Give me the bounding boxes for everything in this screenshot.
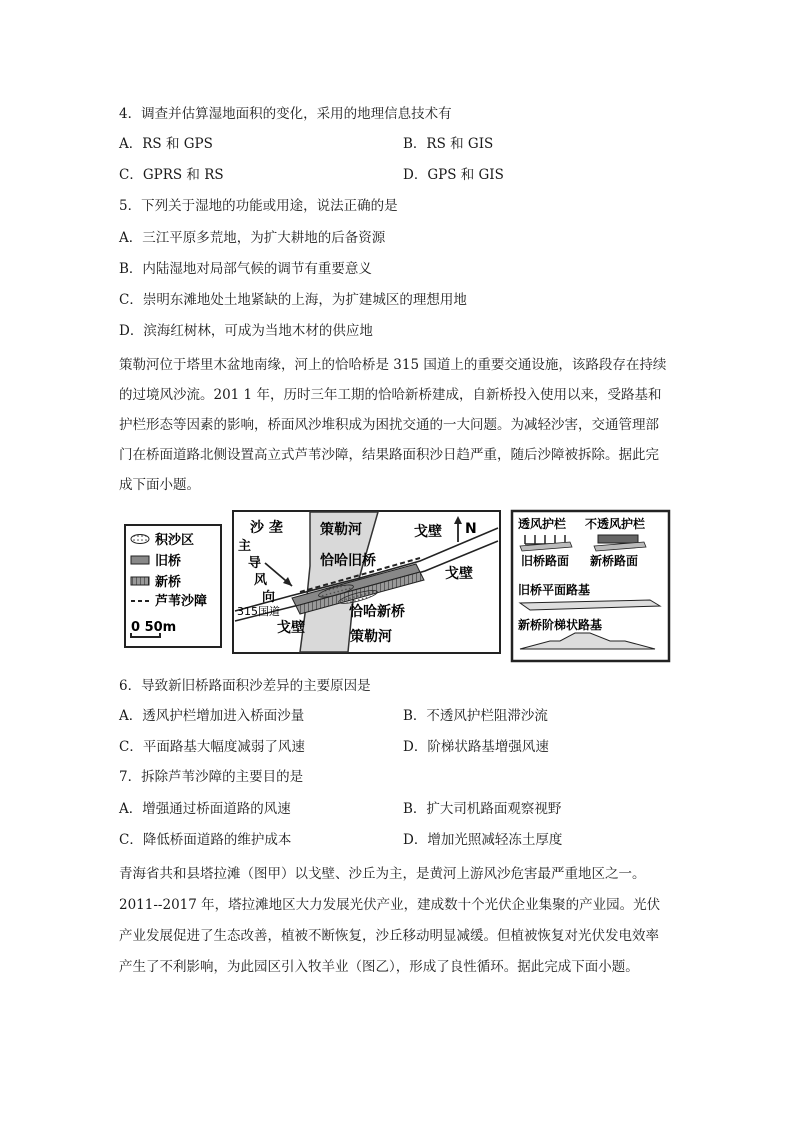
old-bridge-label: 恰哈旧桥: [320, 553, 376, 569]
q7-option-d: D．增加光照减轻冻土厚度: [403, 832, 563, 848]
passage-2-line: 青海省共和县塔拉滩（图甲）以戈壁、沙丘为主，是黄河上游风沙危害最严重地区之一。: [119, 866, 646, 882]
road-label: 315国道: [237, 605, 280, 618]
passage-1-line: 门在桥面道路北侧设置高立式芦苇沙障，结果路面积沙日趋严重，随后沙障被拆除。据此完: [119, 447, 659, 463]
passage-1-line: 的过境风沙流。201 1 年，历时三年工期的恰哈新桥建成，自新桥投入使用以来，受路基和: [119, 387, 662, 403]
q5-stem: 5．下列关于湿地的功能或用途，说法正确的是: [119, 198, 398, 214]
wind-label-4: 向: [262, 590, 276, 605]
gobi-label-3: 戈壁: [277, 620, 305, 636]
wind-label-1: 主: [238, 539, 252, 554]
legend-sand: 积沙区: [155, 533, 195, 548]
q4-option-c: C．GPRS 和 RS: [119, 167, 224, 183]
new-bridge-label: 恰哈新桥: [349, 604, 405, 620]
legend-new-bridge: 新桥: [155, 575, 182, 590]
q4-option-d: D．GPS 和 GIS: [403, 167, 504, 183]
legend-reed-barrier: 芦苇沙障: [155, 594, 208, 609]
bridge-figure: [120, 506, 675, 666]
passage-2-line: 产生了不利影响，为此园区引入牧羊业（图乙），形成了良性循环。据此完成下面小题。: [119, 959, 639, 975]
bridge-map: [233, 511, 500, 653]
q5-option-c: C．崇明东滩地处土地紧缺的上海，为扩建城区的理想用地: [119, 292, 467, 308]
legend-scale: 0 50m: [131, 620, 177, 635]
legend-old-bridge: 旧桥: [155, 554, 182, 569]
new-base-label: 新桥阶梯状路基: [518, 618, 603, 632]
q4-option-b: B．RS 和 GIS: [403, 136, 494, 152]
passage-1-line: 策勒河位于塔里木盆地南缘，河上的恰哈桥是 315 国道上的重要交通设施，该路段存在持续: [119, 357, 667, 373]
legend: [125, 525, 221, 647]
gobi-label-2: 戈壁: [445, 566, 473, 582]
wind-label-2: 导: [248, 556, 262, 571]
river-label-bottom: 策勒河: [350, 629, 392, 645]
passage-1-line: 成下面小题。: [119, 477, 200, 493]
q4-stem: 4．调查并估算湿地面积的变化，采用的地理信息技术有: [119, 106, 452, 122]
q6-option-c: C．平面路基大幅度减弱了风速: [119, 739, 305, 755]
q5-option-a: A．三江平原多荒地，为扩大耕地的后备资源: [119, 230, 386, 246]
q7-option-c: C．降低桥面道路的维护成本: [119, 832, 292, 848]
q6-option-a: A．透风护栏增加进入桥面沙量: [119, 708, 305, 724]
north-label: N: [465, 521, 477, 537]
q7-option-b: B．扩大司机路面观察视野: [403, 801, 562, 817]
passage-1-line: 护栏形态等因素的影响，桥面风沙堆积成为困扰交通的一大问题。为减轻沙害，交通管理部: [119, 417, 659, 433]
old-bridge-swatch: [131, 556, 149, 564]
new-bridge-swatch: [131, 577, 149, 585]
q4-option-a: A．RS 和 GPS: [119, 136, 213, 152]
q5-option-d: D．滨海红树林，可成为当地木材的供应地: [119, 323, 373, 339]
wind-label-3: 风: [254, 573, 268, 588]
new-deck-label: 新桥路面: [590, 554, 639, 568]
permeable-rail-label: 透风护栏: [518, 517, 567, 531]
old-deck-label: 旧桥路面: [521, 554, 570, 568]
q6-stem: 6．导致新旧桥路面积沙差异的主要原因是: [119, 678, 371, 694]
sand-area-swatch: [131, 535, 149, 544]
q6-option-b: B．不透风护栏阻滞沙流: [403, 708, 548, 724]
q6-option-d: D．阶梯状路基增强风速: [403, 739, 549, 755]
q7-stem: 7．拆除芦苇沙障的主要目的是: [119, 769, 304, 785]
impermeable-rail-label: 不透风护栏: [585, 517, 646, 531]
q7-option-a: A．增强通过桥面道路的风速: [119, 801, 291, 817]
q5-option-b: B．内陆湿地对局部气候的调节有重要意义: [119, 261, 372, 277]
sand-dune-label: 沙 垄: [250, 520, 283, 536]
passage-2-line: 产业发展促进了生态改善，植被不断恢复，沙丘移动明显减缓。但植被恢复对光伏发电效率: [119, 928, 659, 944]
river-label-top: 策勒河: [320, 522, 362, 538]
old-base-label: 旧桥平面路基: [518, 583, 591, 597]
passage-2-line: 2011--2017 年，塔拉滩地区大力发展光伏产业，建成数十个光伏企业集聚的产业园。光伏: [119, 897, 661, 913]
roadbed-profile: [512, 511, 669, 661]
gobi-label-1: 戈壁: [414, 524, 442, 540]
